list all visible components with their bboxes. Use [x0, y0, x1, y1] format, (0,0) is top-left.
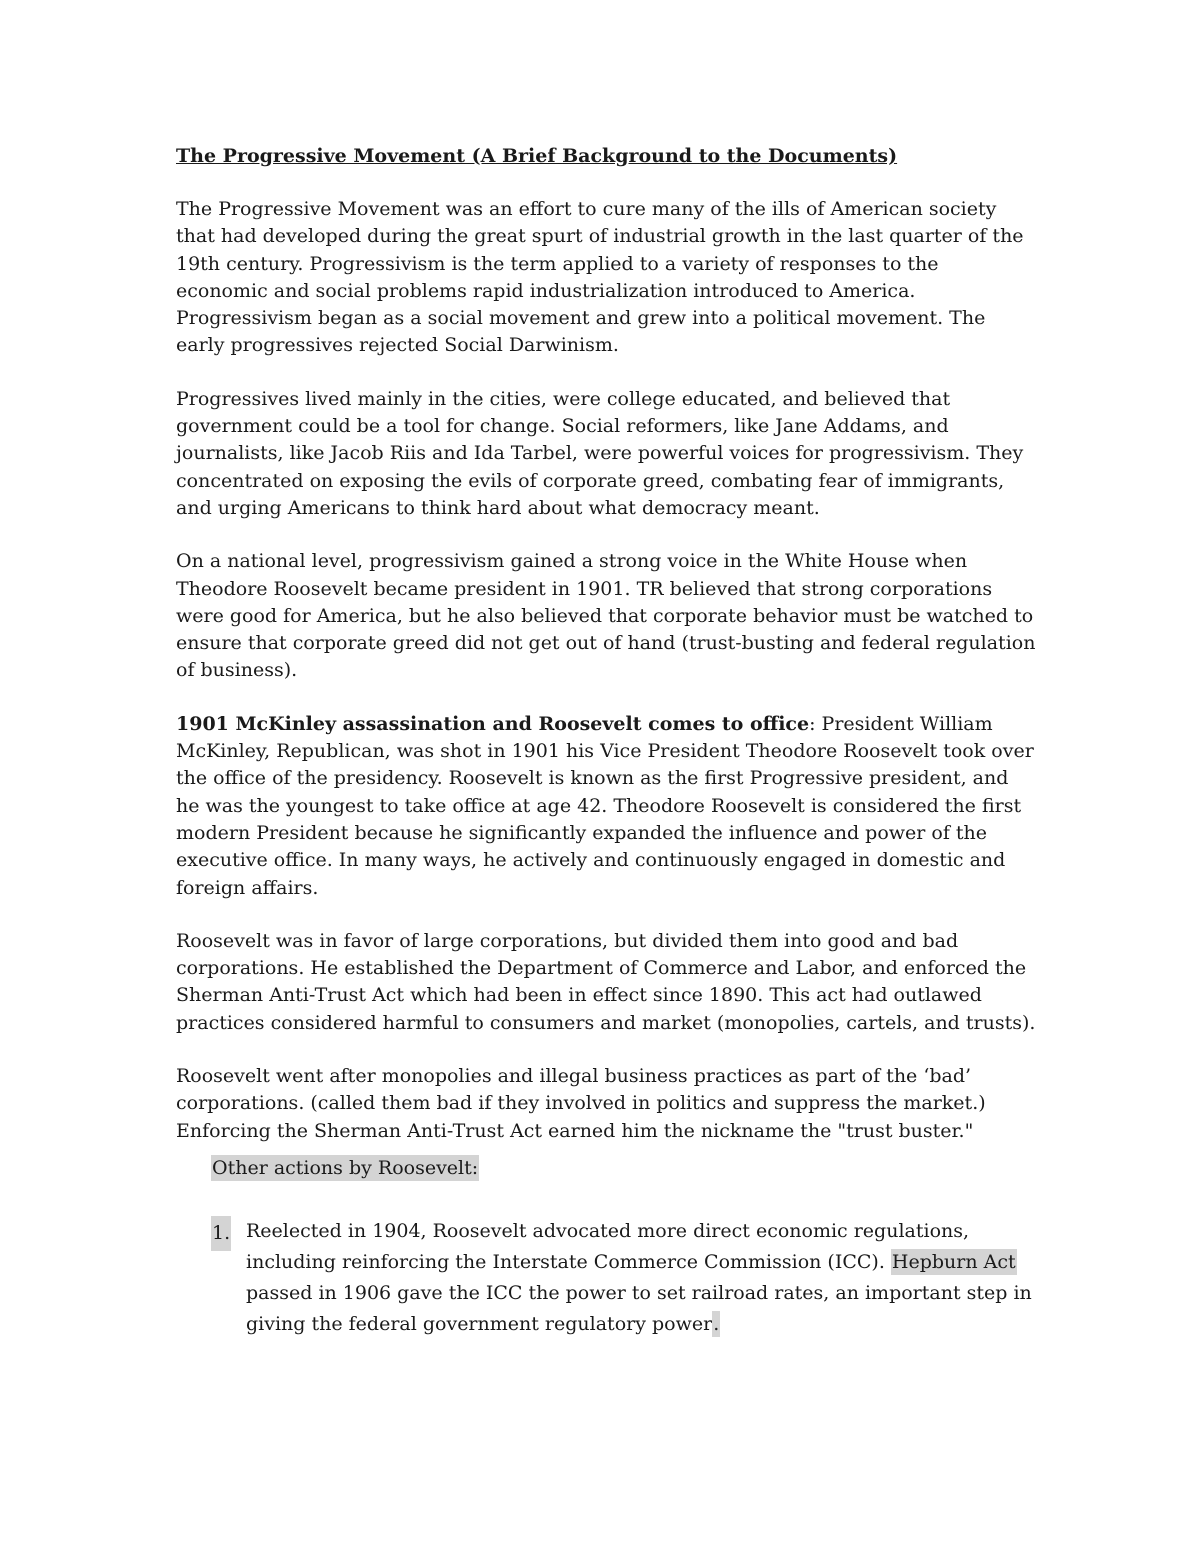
document-title: The Progressive Movement (A Brief Background to the Documents) [176, 145, 898, 167]
paragraph-trust-buster: Roosevelt went after monopolies and illegal business practices as part of the ‘bad’ corporations. (called them bad if they involved in politics and suppress the market.) Enforcing the Sherman Anti-Trust Act earned him the nickname the "trust buster." [176, 1065, 986, 1142]
paragraph-progressives: Progressives lived mainly in the cities, were college educated, and believed that government could be a tool for change. Social reformers, like Jane Addams, and journalists, like Jacob Riis and Ida Tarbel, were powerful voices for progressivism. They concentrated on exposing the evils of corporate greed, combating fear of immigrants, and urging Americans to think hard about what democracy meant. [176, 387, 1024, 519]
paragraph-intro: The Progressive Movement was an effort to cure many of the ills of American society that had developed during the great spurt of industrial growth in the last quarter of the 19th century. Progressivism is the term applied to a variety of responses to the economic and social problems rapid industrialization introduced to America. Progressivism began as a social movement and grew into a political movement. The early progressives rejected Social Darwinism. [176, 198, 1024, 357]
document-page [176, 143, 1036, 1340]
other-actions-highlight: Other actions by Roosevelt: [212, 1156, 479, 1179]
list-number-1: 1. [211, 1216, 231, 1251]
hepburn-act-highlight: Hepburn Act [891, 1250, 1016, 1273]
mckinley-text: : President William McKinley, Republican, was shot in 1901 his Vice President Theodore Roosevelt took over the office of the presidency. Roosevelt is known as the first Progressive president, and he was the youngest to take office at age 42. Theodore Roosevelt is considered the first modern President because he significantly expanded the influence and power of the executive office. In many ways, he actively and continuously engaged in domestic and foreign affairs. [176, 712, 1034, 899]
list-item-1 [246, 1216, 1036, 1340]
numbered-list [211, 1216, 1036, 1340]
paragraph-national-level: On a national level, progressivism gained a strong voice in the White House when Theodore Roosevelt became president in 1901. TR believed that strong corporations were good for America, but he also believed that corporate behavior must be watched to ensure that corporate greed did not get out of hand (trust-busting and federal regulation of business). [176, 550, 1036, 682]
list-item-1-end-highlight: . [713, 1312, 720, 1335]
other-actions-heading [211, 1155, 1036, 1182]
mckinley-bold-heading: 1901 McKinley assassination and Roosevelt comes to office [176, 712, 810, 735]
paragraph-corporations: Roosevelt was in favor of large corporations, but divided them into good and bad corporations. He established the Department of Commerce and Labor, and enforced the Sherman Anti-Trust Act which had been in effect since 1890. This act had outlawed practices considered harmful to consumers and market (monopolies, cartels, and trusts). [176, 929, 1036, 1034]
paragraph-mckinley [176, 711, 1036, 902]
list-item-1-text-b: passed in 1906 gave the ICC the power to set railroad rates, an important step in giving the federal government regulatory power [246, 1281, 1032, 1335]
list-item-1-text-a: Reelected in 1904, Roosevelt advocated more direct economic regulations, including reinforcing the Interstate Commerce Commission (ICC). [246, 1219, 970, 1273]
